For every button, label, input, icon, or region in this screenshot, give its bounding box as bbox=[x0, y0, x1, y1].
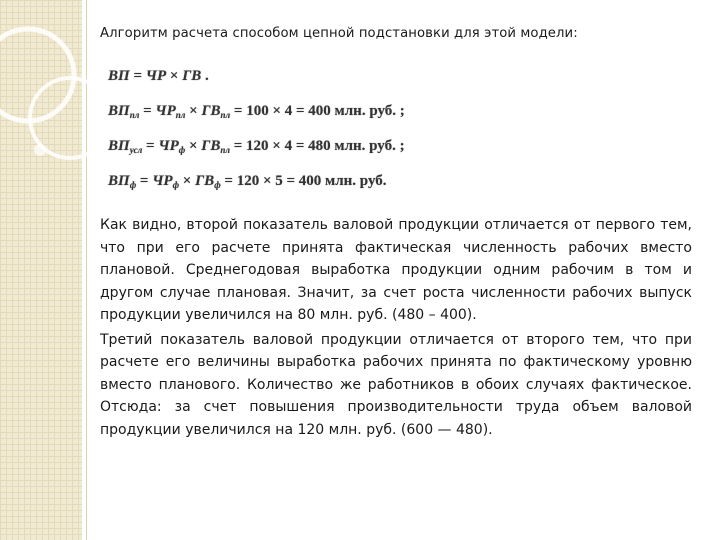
page-heading: Алгоритм расчета способом цепной подстановки для этой модели: bbox=[100, 26, 578, 41]
formula-var: ВП bbox=[108, 138, 130, 154]
formula-var: ГВ bbox=[201, 138, 221, 154]
formula-op: = bbox=[129, 68, 146, 84]
formula-var: ГВ bbox=[201, 103, 221, 119]
formula-op: × bbox=[166, 68, 183, 84]
paragraph-labor-effect: Как видно, второй показатель валовой продукции отличается от первого тем, что при его расчете принята фактическая численность рабочих вместо плановой. Среднегодовая выработка продукции одним рабочим в том и другом случае плановая. Значит, за счет роста численности рабочих выпуск продукции увеличился на 80 млн. руб. (480 – 400). bbox=[100, 217, 692, 323]
decorative-dot bbox=[34, 144, 46, 156]
formula-result: = 120 × 4 = 480 млн. руб. ; bbox=[229, 138, 405, 154]
formula-sub: ф bbox=[172, 180, 180, 190]
formula-var: ВП bbox=[108, 103, 130, 119]
formula-sub: ф bbox=[129, 180, 137, 190]
decorative-ring-large bbox=[0, 29, 74, 121]
formula-result: . bbox=[201, 68, 209, 84]
formula-sub: усл bbox=[129, 145, 143, 155]
formula-var: ГВ bbox=[182, 68, 202, 84]
formula-conditional bbox=[108, 138, 405, 155]
formula-sub: пл bbox=[220, 145, 230, 155]
formula-var: ЧР bbox=[155, 103, 176, 119]
paragraph-productivity-effect: Третий показатель валовой продукции отличается от второго тем, что при расчете его величины выработка рабочих принята по фактическому уровню вместо планового. Количество же работников в обоих случаях фактическое. Отсюда: за счет повышения производительности труда объем валовой продукции увеличился на 120 млн. руб. (600 — 480). bbox=[100, 331, 692, 438]
formula-var: ЧР bbox=[152, 173, 173, 189]
formula-op: = bbox=[139, 103, 156, 119]
formula-op: × bbox=[185, 138, 202, 154]
formula-actual bbox=[108, 173, 387, 190]
formula-var: ЧР bbox=[158, 138, 179, 154]
formula-general bbox=[108, 68, 209, 85]
formula-block bbox=[108, 68, 468, 196]
formula-sub: пл bbox=[129, 110, 140, 120]
formula-sub: пл bbox=[220, 110, 231, 120]
formula-plan bbox=[108, 103, 405, 120]
body-text bbox=[100, 214, 692, 443]
formula-result: = 100 × 4 = 400 млн. руб. ; bbox=[230, 103, 405, 119]
formula-var: ВП bbox=[108, 173, 130, 189]
formula-op: × bbox=[185, 103, 202, 119]
formula-op: = bbox=[136, 173, 153, 189]
formula-result: = 120 × 5 = 400 млн. руб. bbox=[220, 173, 387, 189]
formula-var: ГВ bbox=[195, 173, 215, 189]
formula-var: ВП bbox=[108, 68, 130, 84]
formula-op: × bbox=[179, 173, 196, 189]
formula-sub: пл bbox=[175, 110, 186, 120]
formula-op: = bbox=[142, 138, 159, 154]
formula-sub: ф bbox=[214, 180, 221, 190]
formula-sub: ф bbox=[178, 145, 186, 155]
formula-var: ЧР bbox=[145, 68, 167, 84]
